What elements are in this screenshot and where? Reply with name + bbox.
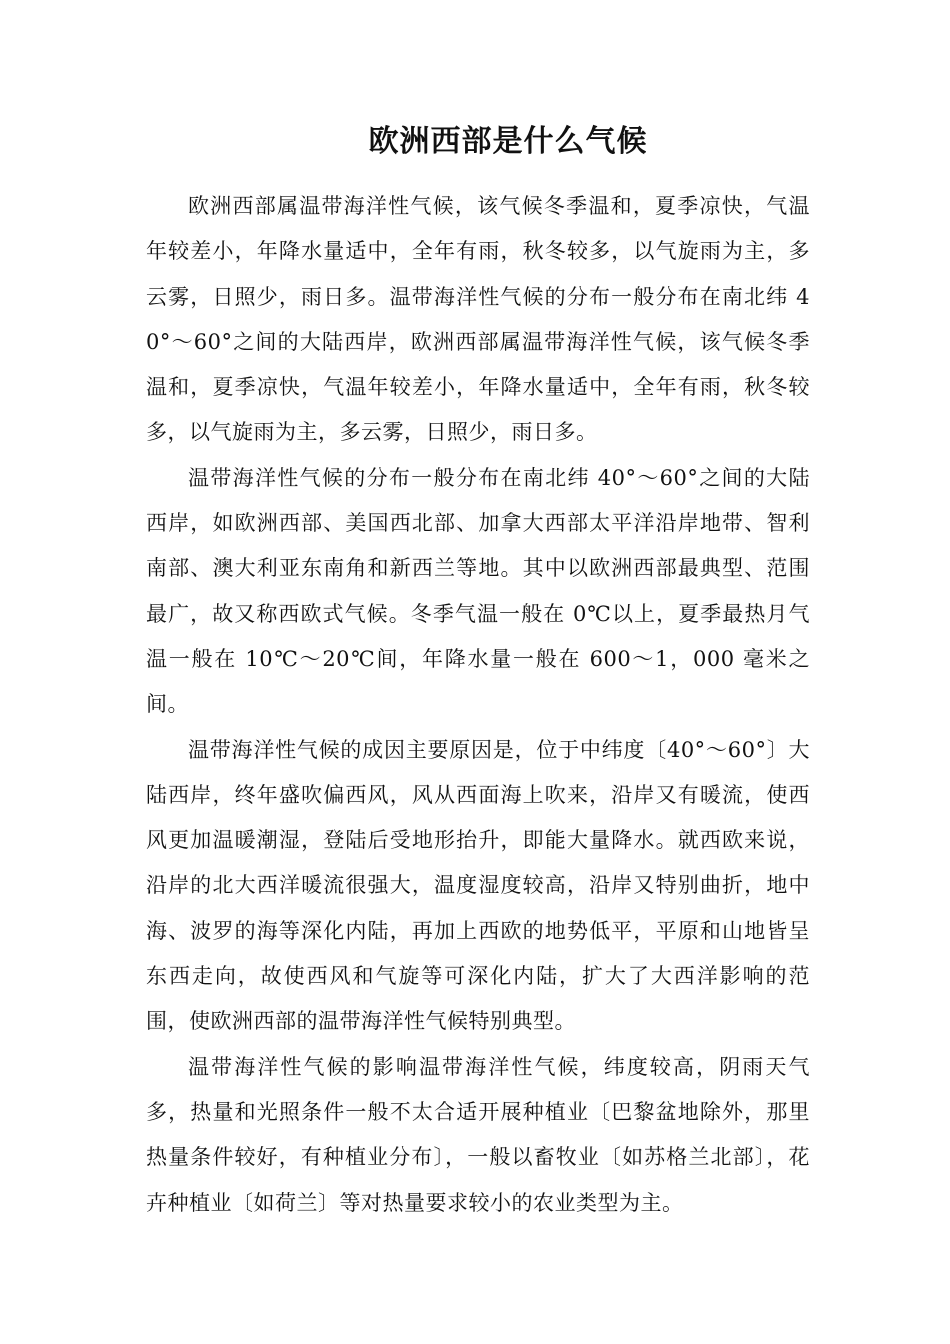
paragraph-2: 温带海洋性气候的分布一般分布在南北纬 40°～60°之间的大陆西岸，如欧洲西部、美国西北部、加拿大西部太平洋沿岸地带、智利南部、澳大利亚东南角和新西兰等地。其中以欧洲西部最典型、范围最广，故又称西欧式气候。冬季气温一般在 0℃以上，夏季最热月气温一般在 10℃～20℃间，年降水量一般在 600～1，000 毫米之间。 — [146, 465, 810, 717]
paragraph-4: 温带海洋性气候的影响温带海洋性气候，纬度较高，阴雨天气多，热量和光照条件一般不太合适开展种植业〔巴黎盆地除外，那里热量条件较好，有种植业分布〕，一般以畜牧业〔如苏格兰北部〕，花卉种植业〔如荷兰〕等对热量要求较小的农业类型为主。 — [146, 1054, 810, 1215]
document-page — [146, 118, 810, 1226]
paragraph-3: 温带海洋性气候的成因主要原因是，位于中纬度〔40°～60°〕大陆西岸，终年盛吹偏西风，风从西面海上吹来，沿岸又有暖流，使西风更加温暖潮湿，登陆后受地形抬升，即能大量降水。就西欧来说，沿岸的北大西洋暖流很强大，温度湿度较高，沿岸又特别曲折，地中海、波罗的海等深化内陆，再加上西欧的地势低平，平原和山地皆呈东西走向，故使西风和气旋等可深化内陆，扩大了大西洋影响的范围，使欧洲西部的温带海洋性气候特别典型。 — [146, 737, 810, 1034]
paragraph-1: 欧洲西部属温带海洋性气候，该气候冬季温和，夏季凉快，气温年较差小，年降水量适中，全年有雨，秋冬较多，以气旋雨为主，多云雾，日照少，雨日多。温带海洋性气候的分布一般分布在南北纬 40°～60°之间的大陆西岸，欧洲西部属温带海洋性气候，该气候冬季温和，夏季凉快，气温年较差小，年降水量适中，全年有雨，秋冬较多，以气旋雨为主，多云雾，日照少，雨日多。 — [146, 194, 810, 445]
document-title: 欧洲西部是什么气候 — [368, 124, 648, 159]
